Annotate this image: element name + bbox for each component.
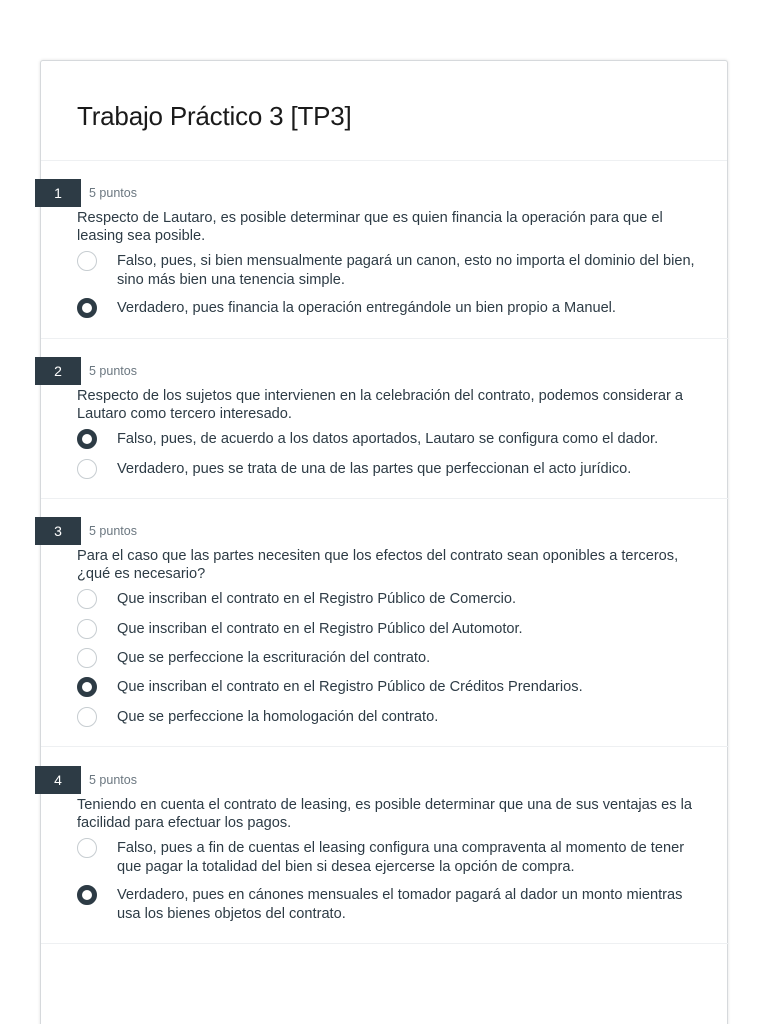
answer-option-label: Verdadero, pues financia la operación entregándole un bien propio a Manuel. — [117, 300, 616, 316]
question-points: 5 puntos — [89, 364, 137, 378]
question-3 — [41, 517, 729, 747]
answer-option-label: Falso, pues, si bien mensualmente pagará un canon, esto no importa el dominio del bien, sino más bien una tenencia simple. — [117, 253, 695, 288]
answer-option-label: Falso, pues, de acuerdo a los datos aportados, Lautaro se configura como el dador. — [117, 431, 659, 447]
question-text: Respecto de los sujetos que intervienen en la celebración del contrato, podemos considerar a Lautaro como tercero interesado. — [77, 388, 684, 422]
radio-button-selected[interactable] — [77, 429, 97, 449]
question-number: 4 — [35, 766, 81, 794]
question-points: 5 puntos — [89, 524, 137, 538]
radio-button[interactable] — [77, 619, 97, 639]
question-number: 1 — [35, 179, 81, 207]
answer-option[interactable] — [77, 589, 697, 611]
answer-option-label: Que se perfeccione la homologación del contrato. — [117, 709, 439, 725]
question-text: Respecto de Lautaro, es posible determinar que es quien financia la operación para que el leasing sea posible. — [77, 210, 663, 244]
answer-option[interactable] — [77, 619, 697, 641]
answer-option[interactable] — [77, 459, 697, 481]
answer-option-label: Falso, pues a fin de cuentas el leasing configura una compraventa al momento de tener que pagar la totalidad del bien si desea ejercerse la opción de compra. — [117, 840, 685, 875]
radio-button[interactable] — [77, 707, 97, 727]
answer-option[interactable] — [77, 429, 697, 451]
radio-button-selected[interactable] — [77, 298, 97, 318]
question-points: 5 puntos — [89, 773, 137, 787]
answer-option[interactable] — [77, 885, 697, 925]
radio-button[interactable] — [77, 648, 97, 668]
answer-option[interactable] — [77, 298, 697, 320]
answer-option-label: Que inscriban el contrato en el Registro Público del Automotor. — [117, 621, 523, 637]
question-text: Para el caso que las partes necesiten que los efectos del contrato sean oponibles a terceros, ¿qué es necesario? — [77, 548, 679, 582]
question-2 — [41, 357, 729, 499]
radio-button-selected[interactable] — [77, 677, 97, 697]
quiz-card — [40, 60, 728, 1024]
answer-option-label: Verdadero, pues se trata de una de las partes que perfeccionan el acto jurídico. — [117, 461, 632, 477]
question-text: Teniendo en cuenta el contrato de leasing, es posible determinar que una de sus ventajas es la facilidad para efectuar los pagos. — [77, 797, 692, 831]
answer-option[interactable] — [77, 677, 697, 699]
answer-option-label: Que se perfeccione la escrituración del contrato. — [117, 650, 431, 666]
question-1 — [41, 179, 729, 339]
answer-option[interactable] — [77, 838, 697, 878]
answer-option-label: Que inscriban el contrato en el Registro Público de Comercio. — [117, 591, 517, 607]
question-number: 2 — [35, 357, 81, 385]
radio-button-selected[interactable] — [77, 885, 97, 905]
question-4 — [41, 766, 729, 944]
radio-button[interactable] — [77, 459, 97, 479]
answer-option[interactable] — [77, 251, 697, 291]
answer-option-label: Que inscriban el contrato en el Registro Público de Créditos Prendarios. — [117, 679, 583, 695]
question-points: 5 puntos — [89, 186, 137, 200]
answer-option-label: Verdadero, pues en cánones mensuales el tomador pagará al dador un monto mientras usa los bienes objetos del contrato. — [117, 887, 683, 922]
answer-option[interactable] — [77, 648, 697, 670]
radio-button[interactable] — [77, 838, 97, 858]
quiz-title: Trabajo Práctico 3 [TP3] — [77, 101, 352, 131]
radio-button[interactable] — [77, 589, 97, 609]
radio-button[interactable] — [77, 251, 97, 271]
answer-option[interactable] — [77, 707, 697, 729]
question-number: 3 — [35, 517, 81, 545]
